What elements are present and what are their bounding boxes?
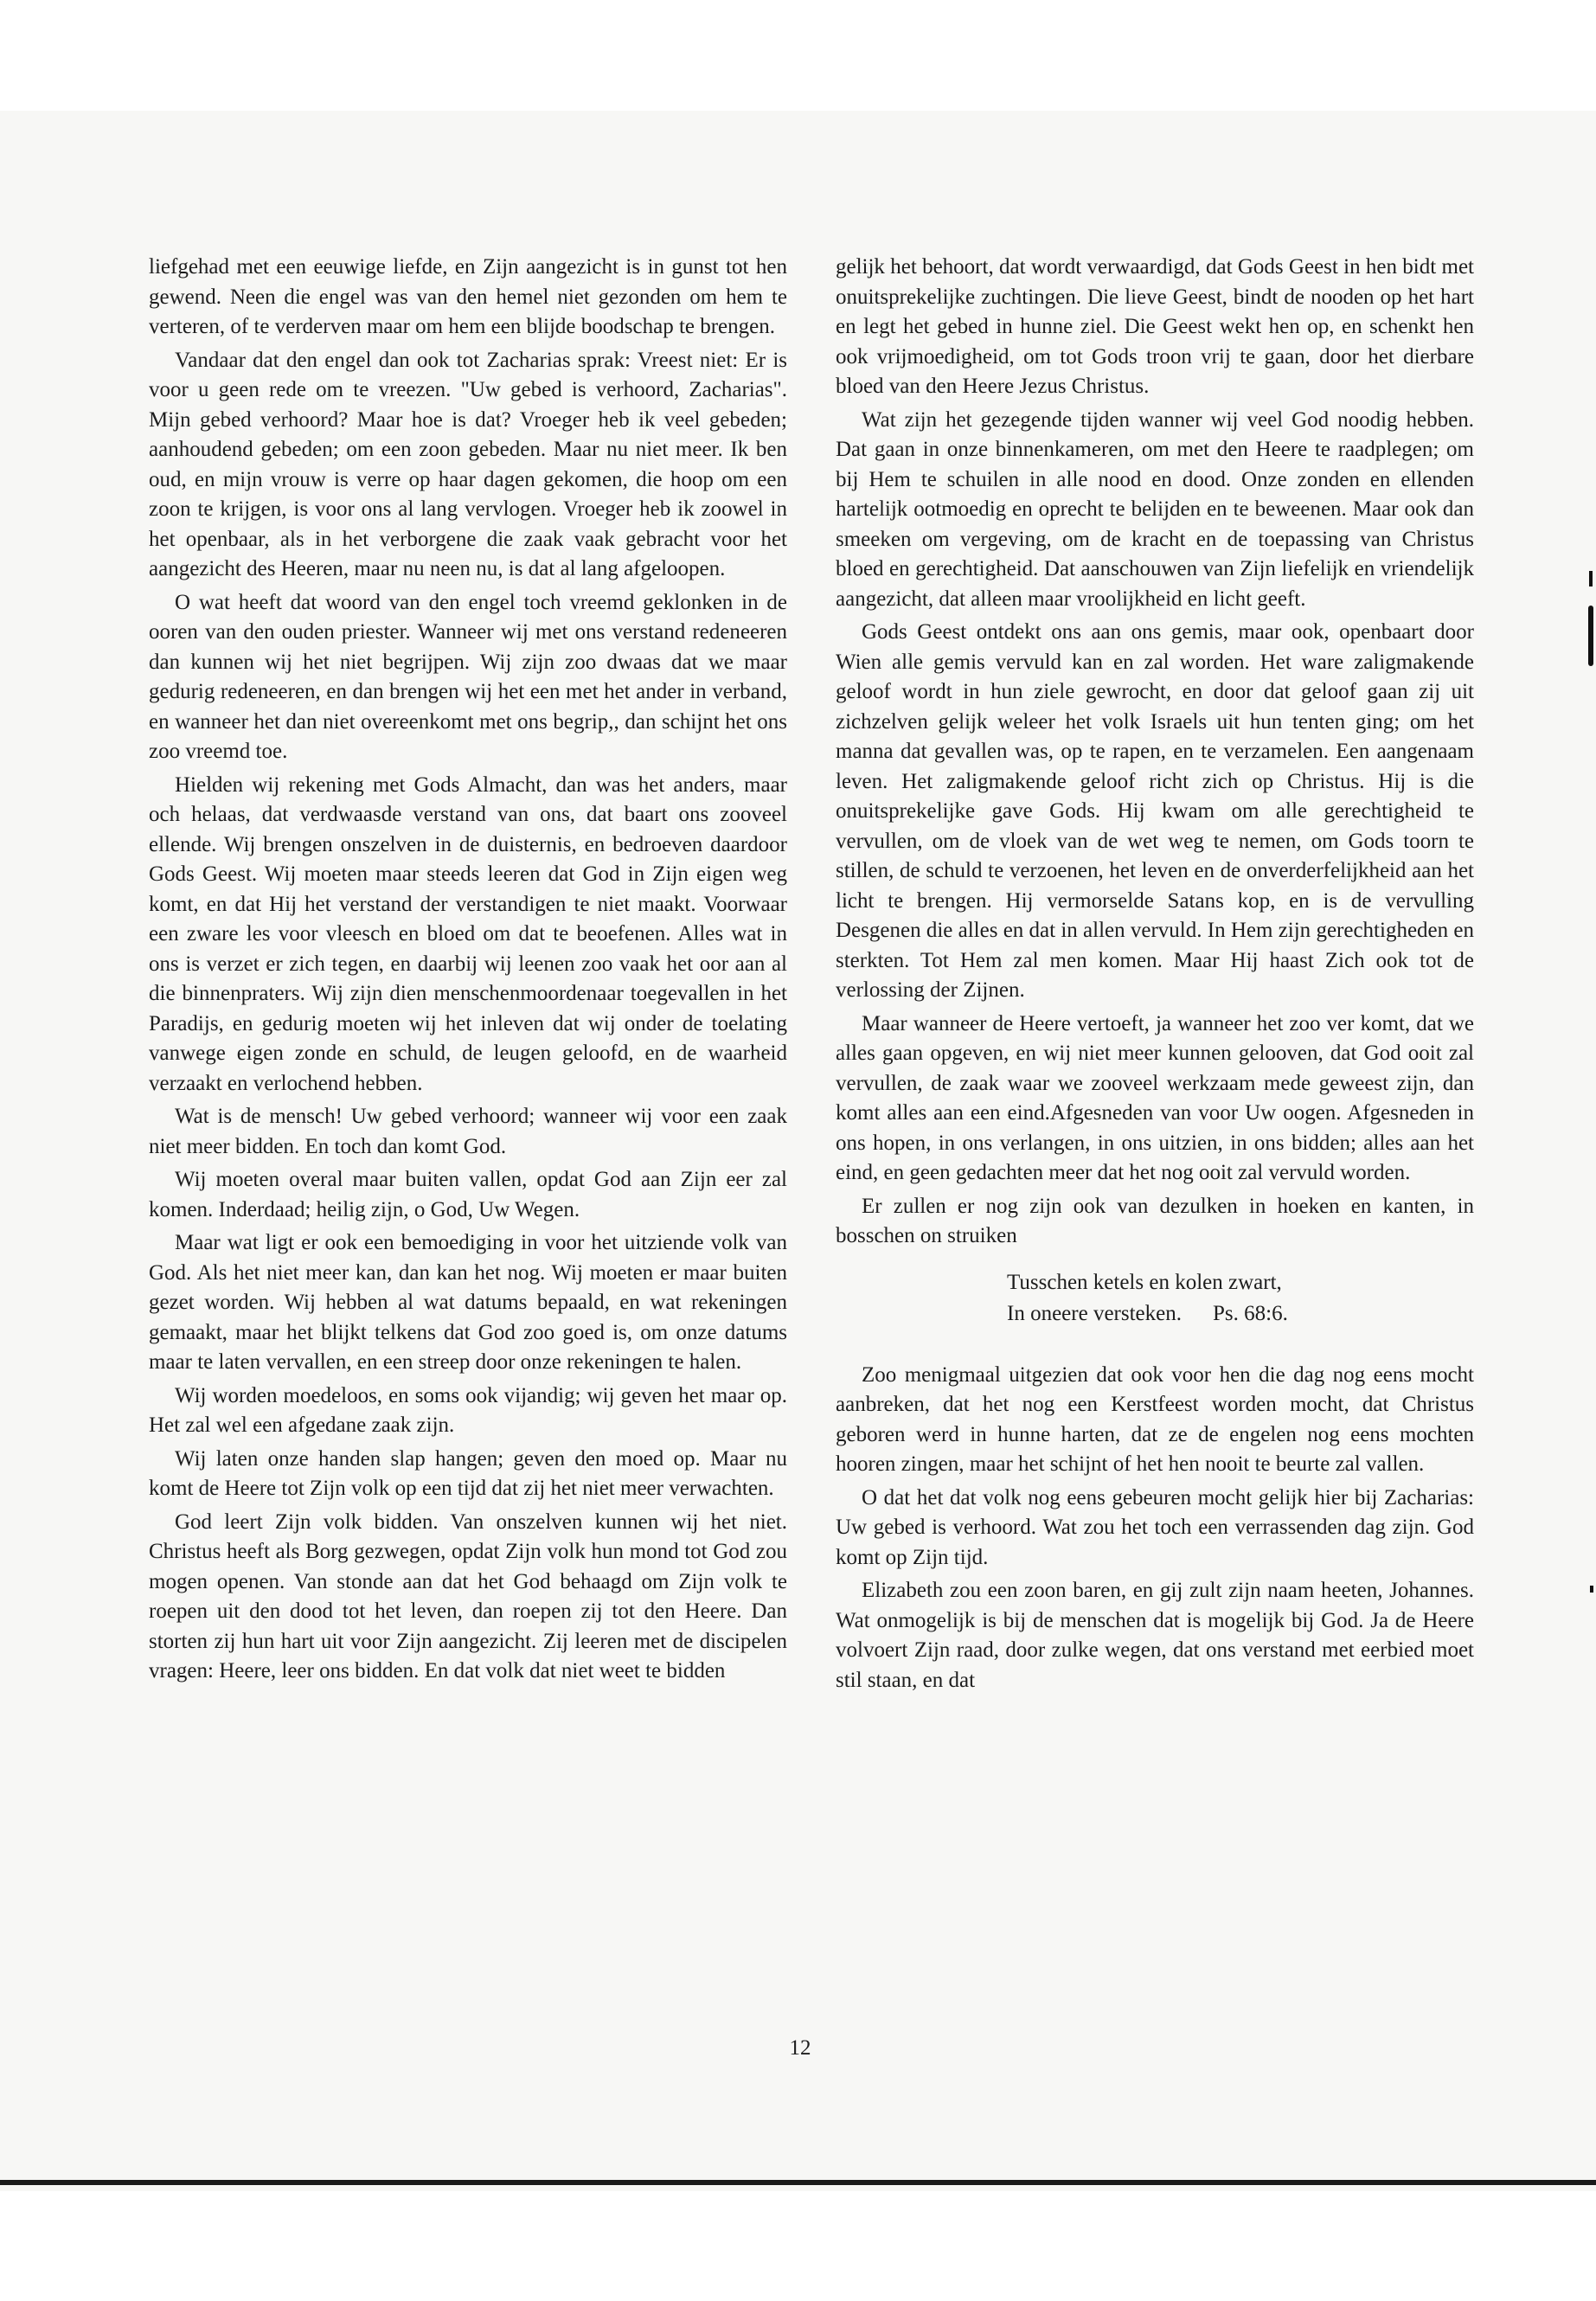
paragraph: Wat is de mensch! Uw gebed verhoord; wanneer wij voor een zaak niet meer bidden. En toch dan komt God. [149, 1105, 787, 1158]
paragraph: Wij worden moedeloos, en soms ook vijandig; wij geven het maar op. Het zal wel een afgedane zaak zijn. [149, 1383, 787, 1437]
paragraph: Hielden wij rekening met Gods Almacht, dan was het anders, maar och helaas, dat verdwaasde verstand van ons, dat baart ons zooveel ellende. Wij brengen onszelven in de duisternis, en bedroeven daardoor Gods Geest. Wij moeten maar steeds leeren dat God in Zijn eigen weg komt, en dat Hij het verstand der verstandigen te niet maakt. Voorwaar een zware les voor vleesch en bloed om dat te beoefenen. Alles wat in ons is verzet er zich tegen, en daarbij wij leenen zoo vaak het oor aan al die binnenpraters. Wij zijn dien menschenmoordenaar toegevallen in het Paradijs, en gedurig moeten wij het inleven dat wij onder de toelating vanwege eigen zonde en schuld, de leugen geloofd, en de waarheid verzaakt en verlochend hebben. [149, 772, 787, 1095]
paragraph: Maar wat ligt er ook een bemoediging in voor het uitziende volk van God. Als het niet meer kan, dan kan het nog. Wij moeten er maar buiten gezet worden. Wij hebben al wat datums bepaald, en wat rekeningen gemaakt, maar het blijkt telkens dat God zoo goed is, om onze datums maar te laten vervallen, en een streep door onze rekeningen te halen. [149, 1231, 787, 1374]
scan-edge-mark [1590, 1586, 1593, 1593]
paragraph: Maar wanneer de Heere vertoeft, ja wanneer het zoo ver komt, dat we alles gaan opgeven, en wij niet meer kunnen gelooven, dat God ooit zal vervullen, de zaak waar we zooveel werkzaam mede geweest zijn, dan komt alles aan een eind.Afgesneden van voor Uw oogen. Afgesneden in ons hopen, in ons verlangen, in ons uitzien, in ons bidden; alles aan het eind, en geen gedachten meer dat het nog ooit zal vervuld worden. [836, 1011, 1474, 1184]
paragraph: Wij laten onze handen slap hangen; geven den moed op. Maar nu komt de Heere tot Zijn volk op een tijd dat zij het niet meer verwachten. [149, 1446, 787, 1500]
verse-line-1: Tusschen ketels en kolen zwart, [1007, 1270, 1282, 1294]
verse-line-2 [1007, 1298, 1474, 1330]
left-column [149, 253, 787, 1690]
paragraph: Elizabeth zou een zoon baren, en gij zult zijn naam heeten, Johannes. Wat onmogelijk is bij de menschen dat is mogelijk bij God. Ja de Heere volvoert Zijn raad, door zulke wegen, dat ons verstand met eerbied moet stil staan, en dat [836, 1579, 1474, 1692]
psalm-verse-quote [836, 1267, 1474, 1330]
scan-edge-mark [1588, 606, 1593, 666]
verse-line-2-text: In oneere versteken. [1007, 1301, 1182, 1325]
paragraph: O dat het dat volk nog eens gebeuren mocht gelijk hier bij Zacharias: Uw gebed is verhoord. Wat zou het toch een verrassenden dag zijn. God komt op Zijn tijd. [836, 1485, 1474, 1569]
paragraph: gelijk het behoort, dat wordt verwaardigd, dat Gods Geest in hen bidt met onuitsprekelijke zuchtingen. Die lieve Geest, bindt de nooden op het hart en legt het gebed in hunne ziel. Die Geest wekt hen op, en schenkt hen ook vrijmoedigheid, om tot Gods troon vrij te gaan, door het dierbare bloed van den Heere Jezus Christus. [836, 255, 1474, 398]
paragraph: Vandaar dat den engel dan ook tot Zacharias sprak: Vreest niet: Er is voor u geen rede om te vreezen. "Uw gebed is verhoord, Zacharias". Mijn gebed verhoord? Maar hoe is dat? Vroeger heb ik veel gebeden; aanhoudend gebeden; om een zoon gebeden. Maar nu niet meer. Ik ben oud, en mijn vrouw is verre op haar dagen gekomen, die hoop om een zoon te krijgen, is voor ons al lang vervlogen. Vroeger heb ik zoowel in het openbaar, als in het verborgene die zaak vaak gebracht voor het aangezicht des Heeren, maar nu neen nu, is dat al lang afgeloopen. [149, 348, 787, 580]
paragraph: Wij moeten overal maar buiten vallen, opdat God aan Zijn eer zal komen. Inderdaad; heilig zijn, o God, Uw Wegen. [149, 1168, 787, 1221]
paragraph: Wat zijn het gezegende tijden wanner wij veel God noodig hebben. Dat gaan in onze binnenkameren, om met den Heere te raadplegen; om bij Hem te schuilen in alle nood en dood. Onze zonden en ellenden hartelijk ootmoedig en oprecht te belijden en te beweenen. Maar ook dan smeeken om vergeving, om de kracht en de toepassing van Christus bloed en gerechtigheid. Dat aanschouwen van Zijn liefelijk en vriendelijk aangezicht, dat alleen maar vroolijkheid en licht geeft. [836, 407, 1474, 611]
verse-reference: Ps. 68:6. [1212, 1301, 1288, 1325]
paragraph: liefgehad met een eeuwige liefde, en Zijn aangezicht is in gunst tot hen gewend. Neen die engel was van den hemel niet gezonden om hem te verteren, of te verderven maar om hem een blijde boodschap te brengen. [149, 255, 787, 338]
paragraph: Zoo menigmaal uitgezien dat ook voor hen die dag nog eens mocht aanbreken, dat het nog een Kerstfeest worden mocht, dat Christus geboren werd in hunne harten, dat ze de engelen nog eens mochten hooren zingen, maar het schijnt of het hen nooit te beurte zal vallen. [836, 1362, 1474, 1476]
paragraph: Gods Geest ontdekt ons aan ons gemis, maar ook, openbaart door Wien alle gemis vervuld kan en zal worden. Het ware zaligmakende geloof wordt in hun ziele gewrocht, en door dat geloof gaan zij uit zichzelven gelijk weleer het volk Israels uit hun tenten ging; om het manna dat gevallen was, op te rapen, en te verzamelen. Een aangenaam leven. Het zaligmakende geloof richt zich op Christus. Hij is die onuitsprekelijke gave Gods. Hij kwam om alle gerechtigheid te vervullen, om de vloek van de wet weg te nemen, om Gods toorn te stillen, de schuld te verzoenen, het leven en de onverderfelijkheid aan het licht te brengen. Hij vermorselde Satans kop, en is de vervulling Desgenen die alles en dat in allen vervuld. In Hem zijn gerechtigheden en sterkten. Tot Hem zal men komen. Maar Hij haast Zich ook tot de verlossing der Zijnen. [836, 620, 1474, 1002]
scan-edge-mark [1589, 571, 1593, 586]
page-number: 12 [789, 2036, 811, 2060]
paragraph: Er zullen er nog zijn ook van dezulken in hoeken en kanten, in bosschen on struiken [836, 1194, 1474, 1247]
scan-top-margin [0, 0, 1596, 111]
scan-bottom-edge [0, 2180, 1596, 2185]
right-column [836, 253, 1474, 1699]
paragraph: O wat heeft dat woord van den engel toch vreemd geklonken in de ooren van den ouden priester. Wanneer wij met ons verstand redeneeren dan kunnen wij het niet begrijpen. Wij zijn zoo dwaas dat we maar gedurig redeneeren, en dan brengen wij het een met het ander in verband, en wanneer het dan niet overeenkomt met ons begrip,, dan schijnt het ons zoo vreemd toe. [149, 590, 787, 763]
paragraph: God leert Zijn volk bidden. Van onszelven kunnen wij het niet. Christus heeft als Borg gezwegen, opdat Zijn volk hun mond tot God zou mogen openen. Van stonde aan dat het God behaagd om Zijn volk te roepen uit den dood tot het leven, dan roepen zij tot den Heere. Dan storten zij hun hart uit voor Zijn aangezicht. Zij leeren met de discipelen vragen: Heere, leer ons bidden. En dat volk dat niet weet te bidden [149, 1509, 787, 1682]
